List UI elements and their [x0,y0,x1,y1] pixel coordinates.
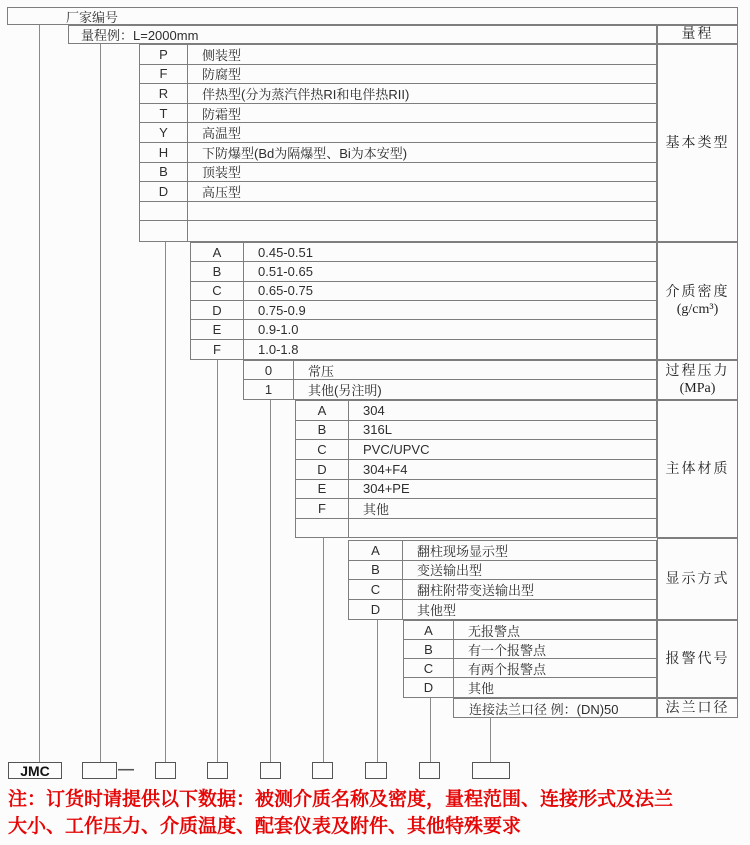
desc-cell: 0.9-1.0 [258,321,299,337]
table-row [349,541,656,561]
desc-cell: 0.45-0.51 [258,244,313,260]
connector-line [100,44,101,762]
table-row [191,262,656,281]
code-cell: R [140,84,188,103]
table-row [296,460,656,480]
code-cell: F [296,499,349,518]
range-example-row [68,25,657,44]
desc-cell: 高温型 [202,126,242,142]
desc-cell: 0.75-0.9 [258,302,306,318]
table-row [296,401,656,421]
code-cell: B [296,421,349,440]
table-row [140,65,656,85]
desc-cell: 其他型 [417,602,457,618]
model-dash: — [118,760,134,778]
desc-cell: 有一个报警点 [468,642,547,658]
connector-line [377,620,378,762]
table-row-empty [296,519,656,537]
code-cell: D [349,600,403,620]
desc-cell: 翻柱现场显示型 [417,543,509,559]
pressure-table [243,360,657,400]
code-cell: B [404,640,454,658]
desc-cell: 下防爆型(Bd为隔爆型、Bi为本安型) [202,145,408,161]
desc-cell: 0.65-0.75 [258,283,313,299]
density-table [190,242,657,360]
code-cell: E [296,480,349,499]
table-row [296,480,656,500]
model-code-box [312,762,333,779]
code-cell: D [140,182,188,201]
basic-type-table [139,44,657,242]
model-code-box [419,762,440,779]
code-cell [296,519,349,537]
table-row [296,421,656,441]
table-row [140,104,656,124]
code-cell: F [191,340,244,359]
code-cell: A [349,541,403,560]
code-cell: E [191,320,244,338]
desc-cell: 翻柱附带变送输出型 [417,582,535,598]
connector-line [490,718,491,762]
table-row [191,282,656,301]
table-row [140,143,656,163]
model-code-box [207,762,228,779]
label-density: 介质密度 (g/cm³) [657,242,738,360]
table-row [191,340,656,359]
table-row [140,45,656,65]
connector-line [323,538,324,762]
connector-line [39,25,40,762]
desc-cell: 304+PE [363,481,410,497]
desc-cell: 高压型 [202,184,242,200]
table-row [296,499,656,519]
desc-cell: 有两个报警点 [468,661,547,677]
label-alarm-code: 报警代号 [657,620,738,698]
desc-cell: 防霜型 [202,106,242,122]
table-row [140,163,656,183]
desc-cell: 顶装型 [202,165,242,181]
model-code-box [260,762,281,779]
ordering-note-line1: 注：订货时请提供以下数据：被测介质名称及密度，量程范围、连接形式及法兰 [8,789,674,810]
desc-cell: 其他 [468,681,495,696]
material-table [295,400,657,538]
desc-cell: 1.0-1.8 [258,341,299,357]
table-row [191,320,656,339]
code-cell: T [140,104,188,123]
model-code-box [365,762,387,779]
desc-cell: 316L [363,422,392,438]
code-cell: A [296,401,349,420]
label-material: 主体材质 [657,400,738,538]
display-mode-table [348,540,657,620]
factory-code-label: 厂家编号 [66,9,119,25]
code-cell: H [140,143,188,162]
code-cell: B [191,262,244,280]
ordering-note [8,786,744,840]
code-cell: F [140,65,188,84]
table-row [191,243,656,262]
model-code-box [82,762,117,779]
code-cell: P [140,45,188,64]
code-cell [140,202,188,221]
desc-cell: 304+F4 [363,461,408,477]
desc-cell: 0.51-0.65 [258,263,313,279]
code-cell: A [404,621,454,639]
desc-cell: PVC/UPVC [363,442,430,458]
ordering-note-line2: 大小、工作压力、介质温度、配套仪表及附件、其他特殊要求 [8,816,522,837]
table-row [349,580,656,600]
label-display-mode: 显示方式 [657,538,738,620]
table-row [191,301,656,320]
table-row [140,123,656,143]
flange-size-text: 连接法兰口径 例：(DN)50 [469,701,619,717]
alarm-code-table [403,620,657,698]
table-row [349,600,656,620]
table-row [404,659,656,678]
factory-code-header [7,7,738,25]
model-code-box [472,762,510,779]
table-row-empty [140,202,656,222]
desc-cell: 无报警点 [468,623,521,639]
code-cell [140,221,188,241]
code-cell: D [404,678,454,697]
code-cell: B [349,561,403,580]
code-cell: D [296,460,349,479]
flange-size-row [453,698,657,718]
table-row [244,361,656,380]
label-pressure: 过程压力 (MPa) [657,360,738,400]
label-flange-size: 法兰口径 [657,698,738,718]
table-row [404,678,656,697]
code-cell: A [191,243,244,261]
model-prefix-box: JMC [8,762,62,779]
connector-line [430,698,431,762]
desc-cell [188,221,656,241]
code-cell: C [349,580,403,599]
desc-cell: 变送输出型 [417,563,483,579]
desc-cell [188,202,656,221]
desc-cell: 伴热型(分为蒸汽伴热RI和电伴热RII) [202,86,410,102]
desc-cell [349,519,656,537]
code-cell: 0 [244,361,294,379]
desc-cell: 304 [363,402,385,418]
table-row [349,561,656,581]
table-row [244,380,656,399]
table-row [140,84,656,104]
range-example-text: 量程例：L=2000mm [81,28,199,43]
desc-cell: 侧装型 [202,47,242,63]
code-cell: D [191,301,244,319]
code-cell: B [140,163,188,182]
code-cell: 1 [244,380,294,399]
table-row [404,621,656,640]
table-row [296,440,656,460]
label-range: 量程 [657,25,738,44]
desc-cell: 防腐型 [202,67,242,83]
connector-line [270,400,271,762]
code-cell: C [296,440,349,459]
connector-line [217,360,218,762]
table-row [404,640,656,659]
table-row-empty [140,221,656,241]
code-cell: C [404,659,454,677]
model-code-box [155,762,176,779]
desc-cell: 常压 [308,363,335,379]
table-row [140,182,656,202]
connector-line [165,242,166,762]
label-basic-type: 基本类型 [657,44,738,242]
desc-cell: 其他 [363,502,390,518]
code-cell: Y [140,123,188,142]
desc-cell: 其他(另注明) [308,383,382,398]
code-cell: C [191,282,244,300]
